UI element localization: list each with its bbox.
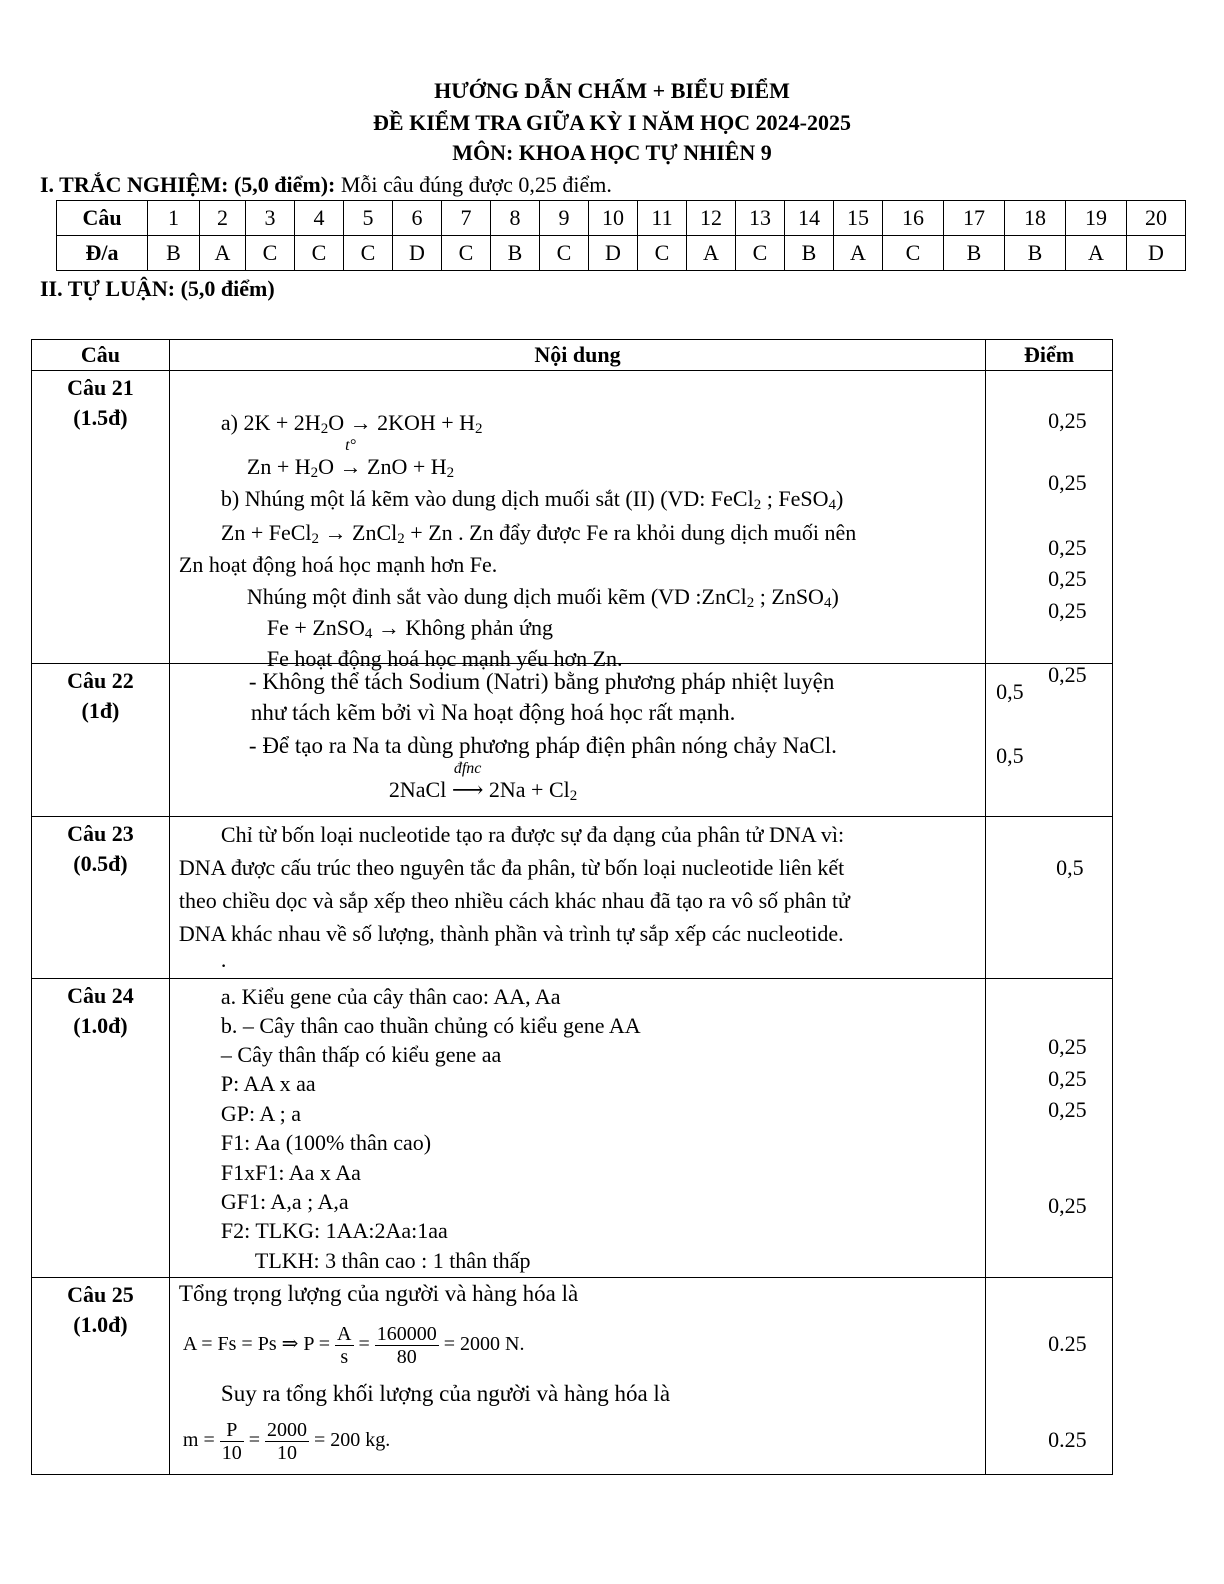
answer-letter: C xyxy=(736,236,785,271)
question-title: Câu 21 xyxy=(67,375,134,400)
score-cell xyxy=(986,979,1113,1278)
fraction: $\frac{160000}{80}$ xyxy=(376,1322,437,1368)
answer-letter: C xyxy=(344,236,393,271)
answer-letter: A xyxy=(687,236,736,271)
score-value: 0,5 xyxy=(1056,855,1084,880)
text-line: TLKH: 3 thân cao : 1 thân thấp xyxy=(254,1248,531,1273)
answer-letter: C xyxy=(883,236,944,271)
question-number: 5 xyxy=(344,201,393,236)
equation-line: a) $2K + 2H_2O \to 2KOH + H_2$ xyxy=(220,410,483,437)
text-line: - Không thể tách Sodium (Natri) bằng phương pháp nhiệt luyện xyxy=(248,669,835,694)
score-value: 0,25 xyxy=(1048,566,1087,591)
text-line: a. Kiểu gene của cây thân cao: AA, Aa xyxy=(220,984,561,1009)
text-line: F2: TLKG: 1AA:2Aa:1aa xyxy=(220,1218,448,1243)
answer-letter: C xyxy=(638,236,687,271)
question-number: 14 xyxy=(785,201,834,236)
score-value: 0.25 xyxy=(1048,1331,1087,1356)
question-number: 8 xyxy=(491,201,540,236)
content-cell xyxy=(169,664,985,817)
question-row-23 xyxy=(32,817,1113,979)
col-header-content: Nội dung xyxy=(169,340,985,371)
question-label xyxy=(32,664,169,726)
text-line: – Cây thân thấp có kiểu gene aa xyxy=(220,1042,502,1067)
text-line: GF1: A,a ; A,a xyxy=(220,1189,349,1214)
question-points: (1.5đ) xyxy=(73,405,128,430)
question-points: (1đ) xyxy=(81,698,120,723)
question-number: 17 xyxy=(944,201,1005,236)
reaction-condition: đfnc xyxy=(453,760,482,777)
answer-key-label-q: Câu xyxy=(57,201,148,236)
question-row-25 xyxy=(32,1278,1113,1475)
question-number: 18 xyxy=(1005,201,1066,236)
part1-heading xyxy=(40,172,612,198)
question-title: Câu 24 xyxy=(67,983,134,1008)
fraction: $\frac{A}{s}$ xyxy=(337,1322,352,1368)
score-value: 0,5 xyxy=(996,679,1024,704)
answer-letter: C xyxy=(246,236,295,271)
text-line: Nhúng một đinh sắt vào dung dịch muối kẽm (VD :ZnCl$_2$ ; ZnSO$_4$) xyxy=(246,584,839,611)
answer-letter: B xyxy=(785,236,834,271)
score-value: 0,25 xyxy=(1048,1097,1087,1122)
content-cell xyxy=(169,979,985,1278)
equation-line: 2NaCl đfnc ⟶ $2Na + Cl_2$ xyxy=(388,760,578,804)
text-line: Suy ra tổng khối lượng của người và hàng hóa là xyxy=(220,1381,671,1406)
answer-letter: B xyxy=(944,236,1005,271)
score-cell xyxy=(986,1278,1113,1475)
text-line: GP: A ; a xyxy=(220,1101,301,1126)
question-number: 20 xyxy=(1127,201,1186,236)
question-title: Câu 23 xyxy=(67,821,134,846)
text-line: Zn hoạt động hoá học mạnh hơn Fe. xyxy=(178,552,498,577)
question-number: 15 xyxy=(834,201,883,236)
part2-heading xyxy=(40,276,275,302)
score-value: 0,25 xyxy=(1048,1034,1087,1059)
answer-letter: A xyxy=(200,236,246,271)
answer-key-row-answers xyxy=(57,236,1186,271)
score-value: 0,25 xyxy=(1048,1193,1087,1218)
score-cell xyxy=(986,817,1113,979)
doc-title-2: ĐỀ KIỂM TRA GIỮA KỲ I NĂM HỌC 2024-2025 xyxy=(373,110,851,135)
formula-line: A = Fs = Ps ⇒ P = $\frac{A}{s}$ = $\frac{160000}{80}$ = 2000 N. xyxy=(182,1322,525,1368)
text-line: Tổng trọng lượng của người và hàng hóa là xyxy=(178,1281,579,1306)
essay-table xyxy=(31,339,1113,1475)
text-line: b. – Cây thân cao thuần chủng có kiểu gene AA xyxy=(220,1013,641,1038)
question-cell xyxy=(32,1278,170,1475)
question-points: (1.0đ) xyxy=(73,1013,128,1038)
doc-title-3: MÔN: KHOA HỌC TỰ NHIÊN 9 xyxy=(452,140,772,165)
question-number: 19 xyxy=(1066,201,1127,236)
text-line: DNA khác nhau về số lượng, thành phần và trình tự sắp xếp các nucleotide. xyxy=(178,921,844,946)
question-number: 4 xyxy=(295,201,344,236)
question-row-22 xyxy=(32,664,1113,817)
reaction-condition: t° xyxy=(345,437,356,454)
equation-line: Zn + FeCl$_2$ → ZnCl$_2$ + Zn . Zn đẩy được Fe ra khỏi dung dịch muối nên xyxy=(220,520,857,547)
answer-letter: D xyxy=(589,236,638,271)
answer-letter: C xyxy=(295,236,344,271)
question-label xyxy=(32,1278,169,1340)
answer-letter: A xyxy=(1066,236,1127,271)
question-number: 11 xyxy=(638,201,687,236)
part1-title: I. TRẮC NGHIỆM: (5,0 điểm): xyxy=(40,172,336,197)
score-value: 0,5 xyxy=(996,743,1024,768)
answer-letter: B xyxy=(148,236,200,271)
score-value: 0,25 xyxy=(1048,662,1087,687)
question-number: 9 xyxy=(540,201,589,236)
question-label xyxy=(32,817,169,879)
question-number: 10 xyxy=(589,201,638,236)
question-number: 1 xyxy=(148,201,200,236)
answer-key-label-a: Đ/a xyxy=(57,236,148,271)
answer-letter: D xyxy=(1127,236,1186,271)
score-cell xyxy=(986,371,1113,687)
essay-header-row xyxy=(32,340,1113,371)
text-line: F1xF1: Aa x Aa xyxy=(220,1160,361,1185)
question-cell xyxy=(32,979,170,1278)
question-label xyxy=(32,979,169,1041)
text-line: - Để tạo ra Na ta dùng phương pháp điện phân nóng chảy NaCl. xyxy=(248,733,837,758)
answer-key-row-questions xyxy=(57,201,1186,236)
score-value: 0,25 xyxy=(1048,408,1087,433)
text-line: . xyxy=(220,947,227,972)
equation-line: $Zn + H_2O$ t° → ZnO + $H_2$ xyxy=(246,437,455,481)
text-line: Fe hoạt động hoá học mạnh yếu hơn Zn. xyxy=(266,646,623,671)
text-line: DNA được cấu trúc theo nguyên tắc đa phân, từ bốn loại nucleotide liên kết xyxy=(178,855,845,880)
answer-key-table xyxy=(56,200,1186,271)
fraction: $\frac{2000}{10}$ xyxy=(267,1418,308,1464)
question-points: (1.0đ) xyxy=(73,1312,128,1337)
col-header-question: Câu xyxy=(32,340,170,371)
question-points: (0.5đ) xyxy=(73,851,128,876)
question-label xyxy=(32,371,169,433)
text-line: P: AA x aa xyxy=(220,1071,316,1096)
text-line: như tách kẽm bởi vì Na hoạt động hoá học rất mạnh. xyxy=(250,700,736,725)
fraction: $\frac{P}{10}$ xyxy=(221,1418,242,1464)
question-row-24 xyxy=(32,979,1113,1278)
question-cell xyxy=(32,371,170,664)
answer-letter: C xyxy=(540,236,589,271)
question-number: 6 xyxy=(393,201,442,236)
part1-note: Mỗi câu đúng được 0,25 điểm. xyxy=(335,172,612,197)
answer-letter: B xyxy=(491,236,540,271)
answer-letter: D xyxy=(393,236,442,271)
question-number: 16 xyxy=(883,201,944,236)
content-cell xyxy=(169,1278,985,1475)
question-number: 13 xyxy=(736,201,785,236)
part2-title: II. TỰ LUẬN: (5,0 điểm) xyxy=(40,276,275,301)
question-number: 2 xyxy=(200,201,246,236)
question-title: Câu 22 xyxy=(67,668,134,693)
question-title: Câu 25 xyxy=(67,1282,134,1307)
text-line: theo chiều dọc và sắp xếp theo nhiều cách khác nhau đã tạo ra vô số phân tử xyxy=(178,888,850,913)
score-cell xyxy=(986,664,1113,817)
answer-letter: A xyxy=(834,236,883,271)
equation-line: Fe + ZnSO$_4$ → Không phản ứng xyxy=(266,615,553,642)
score-value: 0,25 xyxy=(1048,535,1087,560)
score-value: 0.25 xyxy=(1048,1427,1087,1452)
content-cell xyxy=(169,817,985,979)
text-line: b) Nhúng một lá kẽm vào dung dịch muối sắt (II) (VD: FeCl$_2$ ; FeSO$_4$) xyxy=(220,486,844,513)
answer-letter: C xyxy=(442,236,491,271)
question-number: 12 xyxy=(687,201,736,236)
question-cell xyxy=(32,817,170,979)
formula-line: m = $\frac{P}{10}$ = $\frac{2000}{10}$ = 200 kg. xyxy=(182,1418,391,1464)
col-header-score: Điểm xyxy=(986,340,1113,371)
answer-letter: B xyxy=(1005,236,1066,271)
score-value: 0,25 xyxy=(1048,598,1087,623)
doc-title-1: HƯỚNG DẪN CHẤM + BIỂU ĐIỂM xyxy=(434,78,790,103)
text-line: Chỉ từ bốn loại nucleotide tạo ra được sự đa dạng của phân tử DNA vì: xyxy=(220,822,845,847)
score-value: 0,25 xyxy=(1048,1066,1087,1091)
question-row-21 xyxy=(32,371,1113,664)
question-cell xyxy=(32,664,170,817)
question-number: 3 xyxy=(246,201,295,236)
content-cell xyxy=(169,371,985,671)
question-number: 7 xyxy=(442,201,491,236)
score-value: 0,25 xyxy=(1048,470,1087,495)
text-line: F1: Aa (100% thân cao) xyxy=(220,1130,432,1155)
